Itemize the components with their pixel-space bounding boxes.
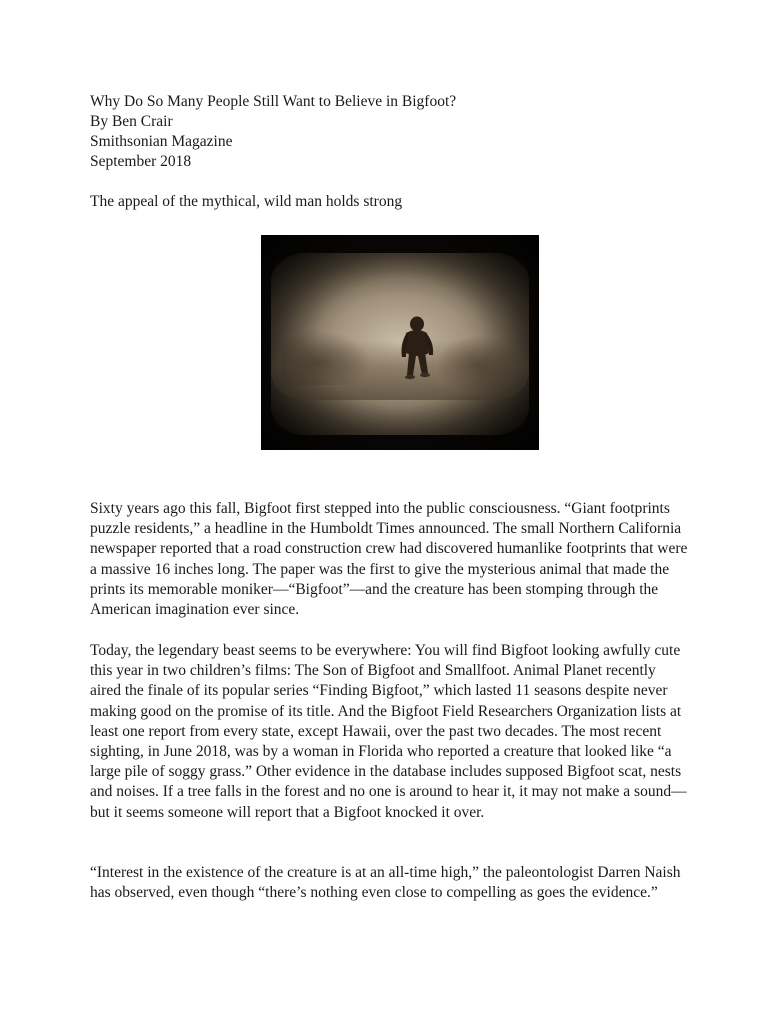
- photo-vignette: [261, 235, 539, 450]
- article-date: September 2018: [90, 153, 192, 170]
- article-paragraph-1: Sixty years ago this fall, Bigfoot first stepped into the public consciousness. “Giant footprints puzzle residents,” a headline in the Humboldt Times announced. The small Northern California newspaper reported that a road construction crew had discovered humanlike footprints that were a massive 16 inches long. The paper was the first to give the mysterious animal that made the prints its memorable moniker—“Bigfoot”—and the creature has been stomping through the American imagination ever since.: [90, 500, 688, 619]
- article-header: [90, 92, 690, 212]
- article-subtitle: The appeal of the mythical, wild man holds strong: [90, 193, 403, 210]
- article-title: Why Do So Many People Still Want to Believe in Bigfoot?: [90, 93, 457, 110]
- article-paragraph-2: Today, the legendary beast seems to be everywhere: You will find Bigfoot looking awfully cute this year in two children’s films: The Son of Bigfoot and Smallfoot. Animal Planet recently aired the finale of its popular series “Finding Bigfoot,” which lasted 11 seasons despite never making good on the promise of its title. And the Bigfoot Field Researchers Organization lists at least one report from every state, except Hawaii, over the past two decades. The most recent sighting, in June 2018, was by a woman in Florida who reported a creature that looked like “a large pile of soggy grass.” Other evidence in the database includes supposed Bigfoot scat, nests and noises. If a tree falls in the forest and no one is around to hear it, it may not make a sound—but it seems someone will report that a Bigfoot knocked it over.: [90, 642, 687, 821]
- article-paragraph-3: “Interest in the existence of the creature is at an all-time high,” the paleontologist Darren Naish has observed, even though “there’s nothing even close to compelling as goes the evidence.”: [90, 864, 681, 902]
- bigfoot-photo: [261, 235, 539, 450]
- article-publication: Smithsonian Magazine: [90, 133, 233, 150]
- article-byline: By Ben Crair: [90, 113, 173, 130]
